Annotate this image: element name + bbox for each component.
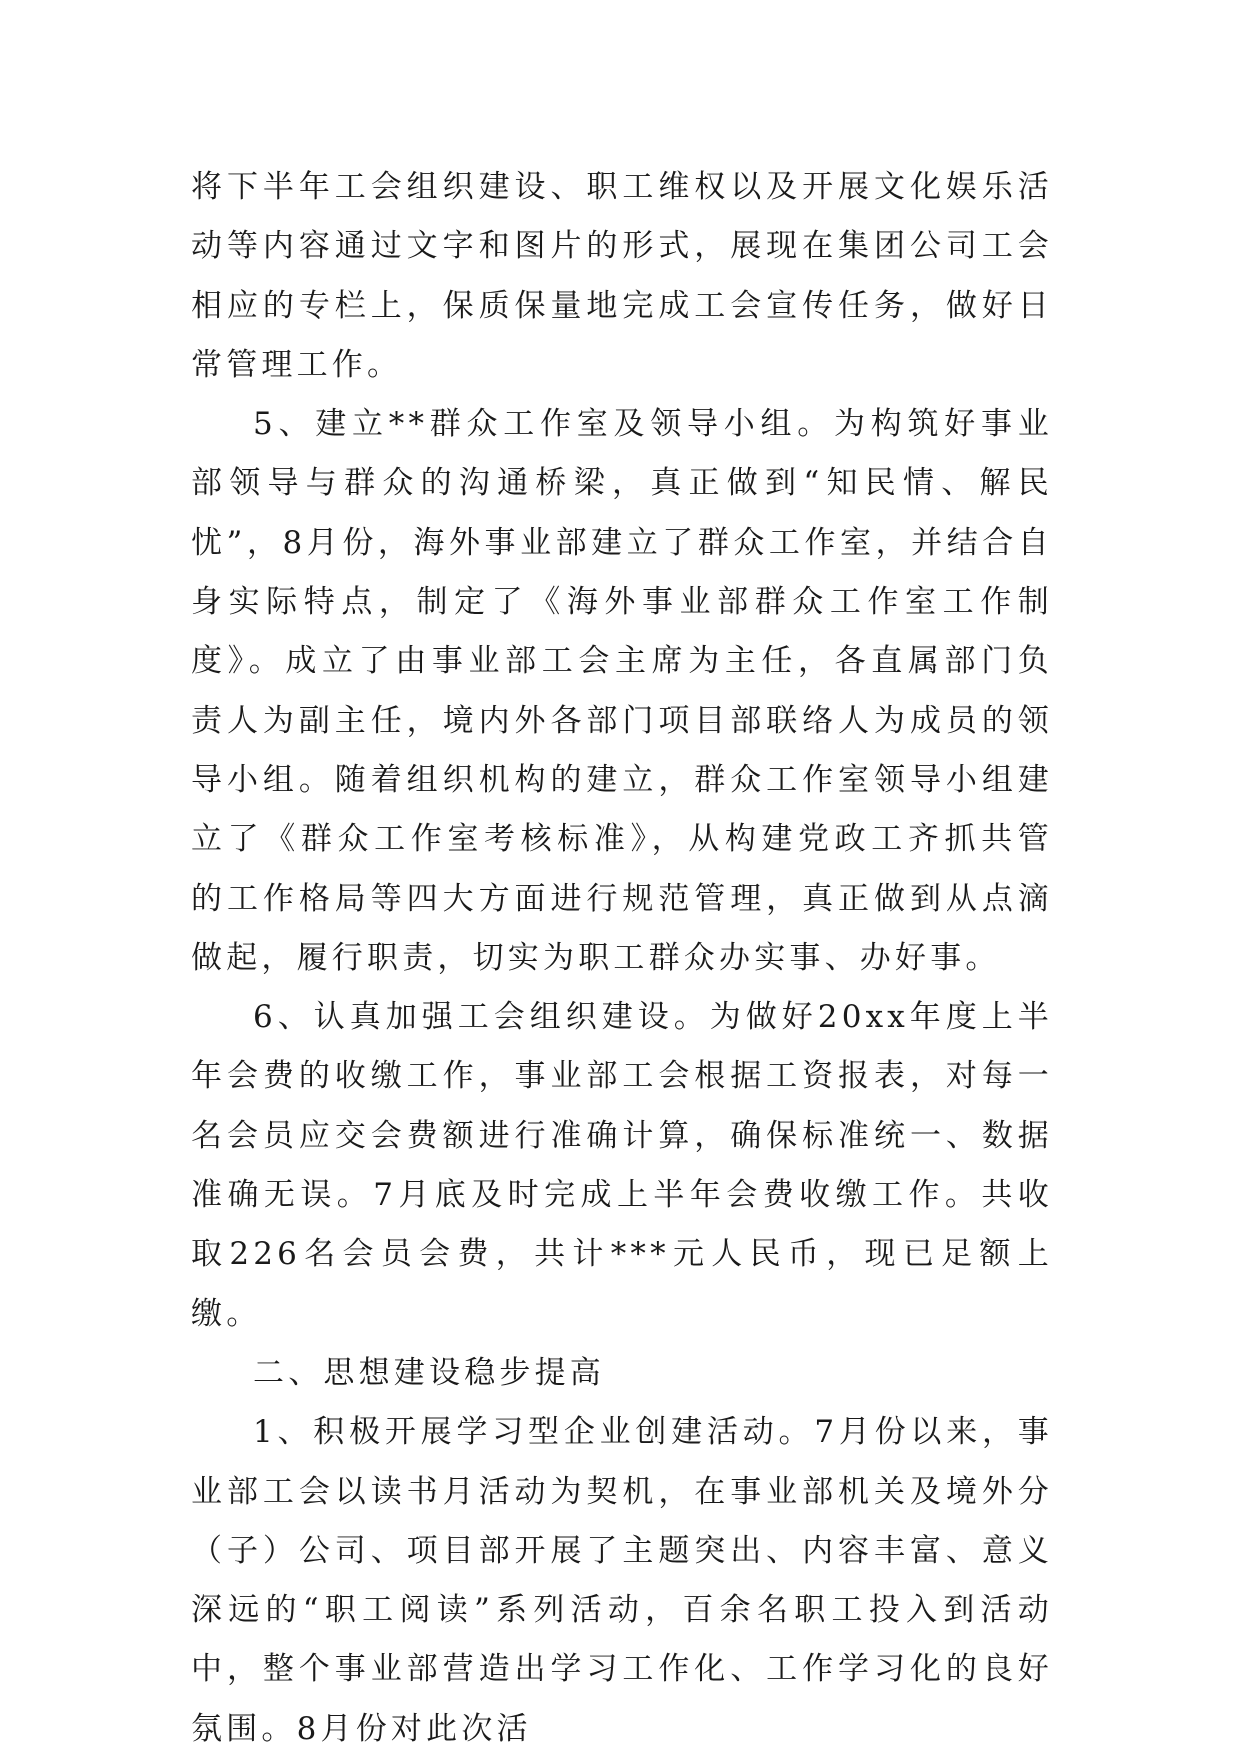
paragraph-item-5: 5、建立**群众工作室及领导小组。为构筑好事业部领导与群众的沟通桥梁，真正做到“知民情、解民忧”，8月份，海外事业部建立了群众工作室，并结合自身实际特点，制定了《海外事业部群众工作室工作制度》。成立了由事业部工会主席为主任，各直属部门负责人为副主任，境内外各部门项目部联络人为成员的领导小组。随着组织机构的建立，群众工作室领导小组建立了《群众工作室考核标准》，从构建党政工齐抓共管的工作格局等四大方面进行规范管理，真正做到从点滴做起，履行职责，切实为职工群众办实事、办好事。 (191, 406, 1053, 976)
paragraph-continuation: 将下半年工会组织建设、职工维权以及开展文化娱乐活动等内容通过文字和图片的形式，展现在集团公司工会相应的专栏上，保质保量地完成工会宣传任务，做好日常管理工作。 (191, 169, 1053, 383)
section-heading-2: 二、思想建设稳步提高 (253, 1354, 605, 1391)
document-body (191, 158, 1053, 1759)
paragraph-item-6: 6、认真加强工会组织建设。为做好20xx年度上半年会费的收缴工作，事业部工会根据工资报表，对每一名会员应交会费额进行准确计算，确保标准统一、数据准确无误。7月底及时完成上半年会费收缴工作。共收取226名会员会费，共计***元人民币，现已足额上缴。 (191, 999, 1053, 1332)
paragraph-section-2-item-1: 1、积极开展学习型企业创建活动。7月份以来，事业部工会以读书月活动为契机，在事业部机关及境外分（子）公司、项目部开展了主题突出、内容丰富、意义深远的“职工阅读”系列活动，百余名职工投入到活动中，整个事业部营造出学习工作化、工作学习化的良好氛围。8月份对此次活 (191, 1414, 1053, 1747)
